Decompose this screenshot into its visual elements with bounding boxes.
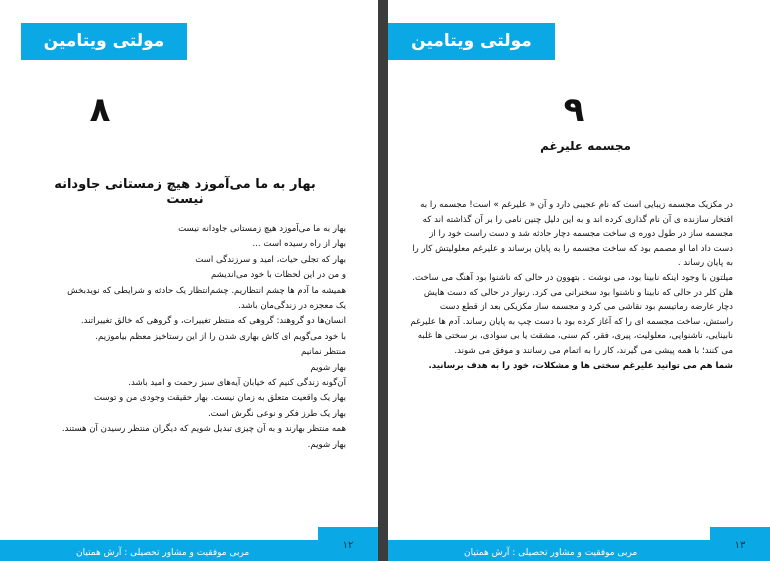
poem-line: و من در این لحظات با خود می‌اندیشم: [210, 270, 346, 281]
body-paragraph: در مکزیک مجسمه زیبایی است که نام عجیبی دارد و آن « علیرغم » است! مجسمه را به افتخار سازنده ی آن نام گذاری کرده اند و به این دلیل چنین نامی را بر آن گذاشته اند که مجسمه ساز در طول دوره ی ساخت مجسمه دچار حادثه شد و دست راست خود را از دست داد اما او مصمم بود که ساخت مجسمه را به پایان برساند و علیرغم معلولیتش کار را به پایان رساند .: [412, 200, 733, 269]
footer-page-number: ۱۳: [734, 540, 746, 551]
poem-line: آن‌گونه زندگی کنیم که خیابان آیه‌های سبز رحمت و امید باشد.: [128, 378, 346, 389]
poem-line: بهار یک طرز فکر و نوعی نگرش است.: [207, 408, 346, 419]
closing-statement: شما هم می توانید علیرغم سختی ها و مشکلات، خود را به هدف برسانید.: [428, 360, 733, 371]
poem-line: بهار یک واقعیت متعلق به زمان نیست. بهار حقیقت وجودی من و توست: [93, 393, 346, 404]
footer-author: مربی موفقیت و مشاور تحصیلی : آرش همتیان: [76, 548, 250, 558]
poem-line: بهار شویم.: [307, 439, 346, 450]
left-page: [0, 0, 378, 561]
article-body: [410, 198, 733, 373]
body-paragraph: میلتون با وجود اینکه نابینا بود، می نوشت . بتهوون در حالی که ناشنوا بود آهنگ می ساخت. هلن کلر در حالی که نابینا و ناشنوا بود سخنرانی می کرد. رنوار در حالی که دست هایش دچار عارضه رماتیسم بود نقاشی می کرد و مجسمه ساز مکزیکی بعد از قطع دست راستش، ساخت مجسمه ای را که آغاز کرده بود با دست چپ به پایان رساند. آدم ها علیرغم نابینایی، ناشنوایی، معلولیت، پیری، فقر، کم سنی، مشقت یا بی سوادی، بر سختی ها غلبه می کنند؛ با همه پیشی می گیرند، کار را به اتمام می رسانند و موفق می شوند.: [410, 272, 733, 356]
chapter-title: مجسمه علیرغم: [540, 139, 631, 153]
poem-line: با خود می‌گویم ای کاش بهاری شدن را از این رستاخیز معظم بیاموزیم.: [95, 331, 346, 342]
poem-body: [56, 222, 346, 453]
footer-author: مربی موفقیت و مشاور تحصیلی : آرش همتیان: [464, 548, 638, 558]
poem-line: انسان‌ها دو گروهند: گروهی که منتظر تغییرات، و گروهی که خالق تغییراتند.: [80, 316, 346, 327]
page-header-banner: مولتی ویتامین: [388, 23, 555, 60]
page-header-banner: مولتی ویتامین: [21, 23, 187, 60]
poem-line: بهار شویم: [310, 362, 346, 373]
right-page: [388, 0, 770, 561]
poem-line: بهار که تجلی حیات، امید و سرزندگی است: [195, 254, 346, 265]
page-footer: [388, 527, 770, 561]
poem-line: همیشه ما آدم ها چشم انتظاریم. چشم‌انتظار یک حادثه و شرایطی که نویدبخش یک معجزه در زندگی‌مان باشد.: [67, 285, 346, 312]
poem-line: منتظر نمانیم: [301, 347, 346, 358]
poem-line: همه منتظر بهارند و به آن چیزی تبدیل شویم که دیگران منتظر رسیدن آن هستند.: [61, 424, 346, 435]
poem-line: بهار به ما می‌آموزد هیچ زمستانی جاودانه نیست: [178, 224, 346, 234]
chapter-number: ۸: [89, 90, 111, 130]
footer-page-number: ۱۲: [342, 540, 354, 551]
chapter-number: ۹: [563, 90, 585, 130]
chapter-title: بهار به ما می‌آموزد هیچ زمستانی جاودانه نیست: [54, 177, 316, 207]
book-spine: [378, 0, 388, 561]
poem-line: بهار از راه رسیده است ...: [252, 239, 346, 250]
page-footer: [0, 527, 378, 561]
